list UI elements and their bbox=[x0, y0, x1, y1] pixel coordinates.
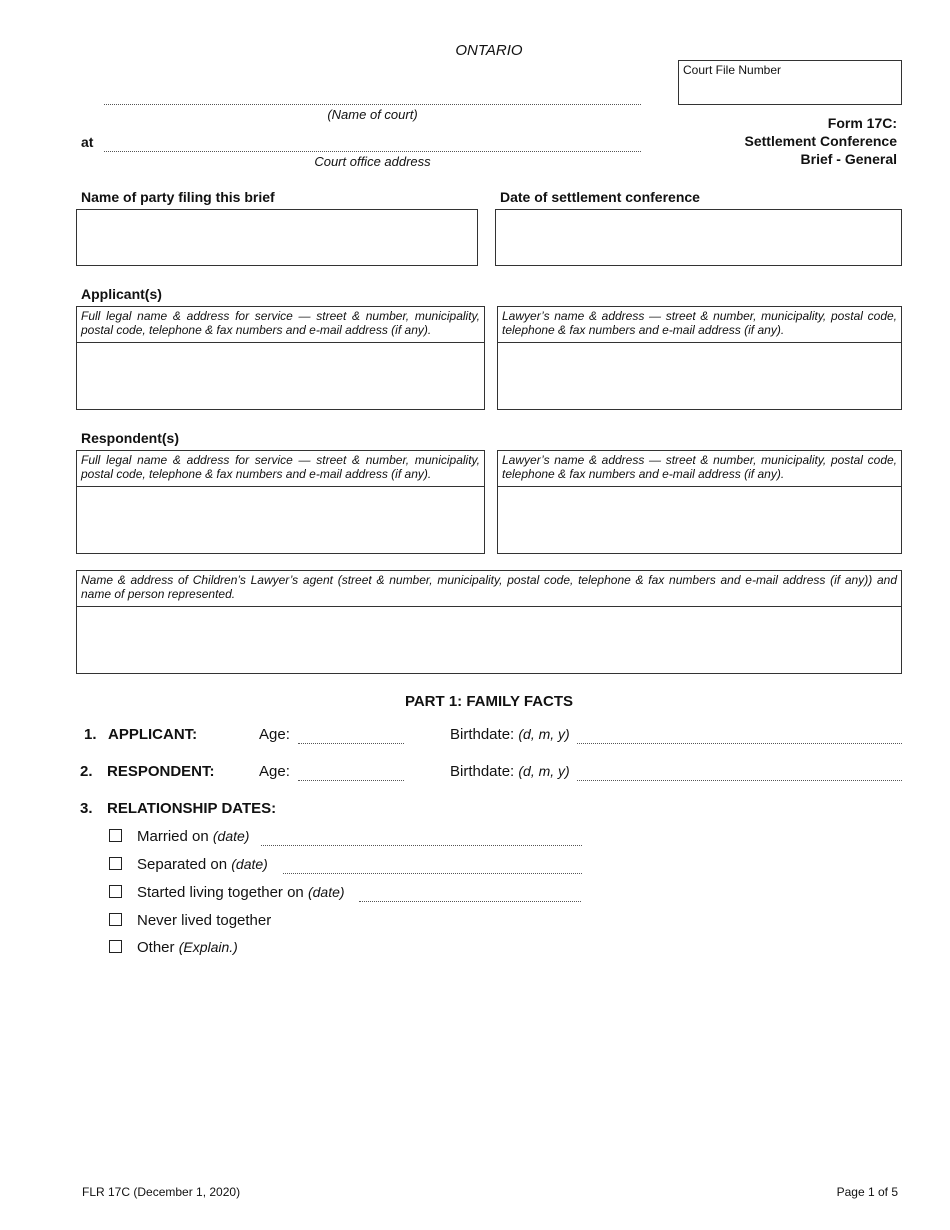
conference-date-field[interactable] bbox=[495, 209, 902, 266]
respondent-lawyer-field[interactable] bbox=[498, 487, 901, 553]
applicant-birthdate-text: Birthdate: bbox=[450, 726, 515, 743]
part1-title: PART 1: FAMILY FACTS bbox=[404, 693, 574, 710]
name-of-court-field[interactable] bbox=[104, 104, 641, 105]
respondent-lawyer-box bbox=[497, 450, 902, 554]
court-file-number-label: Court File Number bbox=[683, 63, 782, 77]
form-title-line1: Form 17C: bbox=[827, 115, 897, 131]
province-heading: ONTARIO bbox=[455, 42, 523, 59]
applicant-party-box bbox=[76, 306, 485, 410]
married-date-field[interactable] bbox=[261, 845, 582, 846]
applicant-birthdate-field[interactable] bbox=[577, 743, 902, 744]
court-file-number-box[interactable] bbox=[678, 60, 902, 105]
respondent-age-label: Age: bbox=[259, 763, 290, 780]
party-filing-label: Name of party filing this brief bbox=[81, 189, 275, 205]
applicant-number: 1. bbox=[84, 726, 97, 743]
married-option bbox=[137, 828, 249, 845]
page-number: Page 1 of 5 bbox=[836, 1185, 898, 1199]
applicant-party-instructions: Full legal name & address for service — street & number, municipality, postal code, telephone & fax numbers and e-mail address (if any). bbox=[77, 307, 484, 343]
applicant-age-label: Age: bbox=[259, 726, 290, 743]
relationship-number: 3. bbox=[80, 800, 93, 817]
respondent-party-box bbox=[76, 450, 485, 554]
party-filing-field[interactable] bbox=[76, 209, 478, 266]
respondent-age-field[interactable] bbox=[298, 780, 404, 781]
respondent-party-instructions: Full legal name & address for service — street & number, municipality, postal code, telephone & fax numbers and e-mail address (if any). bbox=[77, 451, 484, 487]
respondent-birthdate-text: Birthdate: bbox=[450, 763, 515, 780]
respondent-party-field[interactable] bbox=[77, 487, 484, 553]
childrens-lawyer-field[interactable] bbox=[77, 607, 901, 673]
applicant-lawyer-instructions: Lawyer’s name & address — street & number, municipality, postal code, telephone & fax numbers and e-mail address (if any). bbox=[498, 307, 901, 343]
separated-hint: (date) bbox=[231, 856, 268, 872]
childrens-lawyer-box bbox=[76, 570, 902, 674]
applicants-heading: Applicant(s) bbox=[81, 286, 162, 302]
applicant-birthdate-label bbox=[450, 726, 570, 743]
form-title-line2: Settlement Conference bbox=[744, 133, 897, 149]
cohabitation-hint: (date) bbox=[307, 884, 345, 900]
court-office-address-field[interactable] bbox=[104, 151, 641, 152]
name-of-court-label: (Name of court) bbox=[327, 107, 418, 122]
married-checkbox[interactable] bbox=[109, 829, 122, 842]
cohabitation-date-field[interactable] bbox=[359, 901, 581, 902]
applicant-party-field[interactable] bbox=[77, 343, 484, 409]
form-id-footer: FLR 17C (December 1, 2020) bbox=[82, 1185, 241, 1199]
never-lived-together-label: Never lived together bbox=[137, 912, 272, 929]
cohabitation-checkbox[interactable] bbox=[109, 885, 122, 898]
other-checkbox[interactable] bbox=[109, 940, 122, 953]
applicant-lawyer-box bbox=[497, 306, 902, 410]
relationship-label: RELATIONSHIP DATES: bbox=[107, 800, 277, 817]
never-lived-together-checkbox[interactable] bbox=[109, 913, 122, 926]
other-label: Other bbox=[137, 939, 175, 956]
cohabitation-option bbox=[137, 884, 345, 901]
conference-date-label: Date of settlement conference bbox=[500, 189, 700, 205]
other-hint: (Explain.) bbox=[178, 939, 238, 955]
respondent-birthdate-label bbox=[450, 763, 570, 780]
form-title bbox=[680, 114, 897, 168]
childrens-lawyer-instructions: Name & address of Children’s Lawyer’s agent (street & number, municipality, postal code, telephone & fax numbers and e-mail address (if any)) and name of person represented. bbox=[77, 571, 901, 607]
married-hint: (date) bbox=[212, 828, 250, 844]
respondent-birthdate-hint: (d, m, y) bbox=[518, 763, 570, 779]
respondents-heading: Respondent(s) bbox=[81, 430, 179, 446]
separated-label: Separated on bbox=[137, 856, 228, 873]
separated-checkbox[interactable] bbox=[109, 857, 122, 870]
applicant-lawyer-field[interactable] bbox=[498, 343, 901, 409]
form-title-line3: Brief - General bbox=[800, 151, 897, 167]
applicant-age-field[interactable] bbox=[298, 743, 404, 744]
court-office-address-label: Court office address bbox=[314, 154, 431, 169]
respondent-label: RESPONDENT: bbox=[107, 763, 215, 780]
cohabitation-label: Started living together on bbox=[137, 884, 304, 901]
respondent-lawyer-instructions: Lawyer’s name & address — street & number, municipality, postal code, telephone & fax numbers and e-mail address (if any). bbox=[498, 451, 901, 487]
applicant-label: APPLICANT: bbox=[108, 726, 198, 743]
separated-option bbox=[137, 856, 268, 873]
married-label: Married on bbox=[137, 828, 209, 845]
at-label: at bbox=[81, 134, 94, 150]
separated-date-field[interactable] bbox=[283, 873, 582, 874]
other-option bbox=[137, 939, 238, 956]
applicant-birthdate-hint: (d, m, y) bbox=[518, 726, 570, 742]
respondent-birthdate-field[interactable] bbox=[577, 780, 902, 781]
respondent-number: 2. bbox=[80, 763, 93, 780]
